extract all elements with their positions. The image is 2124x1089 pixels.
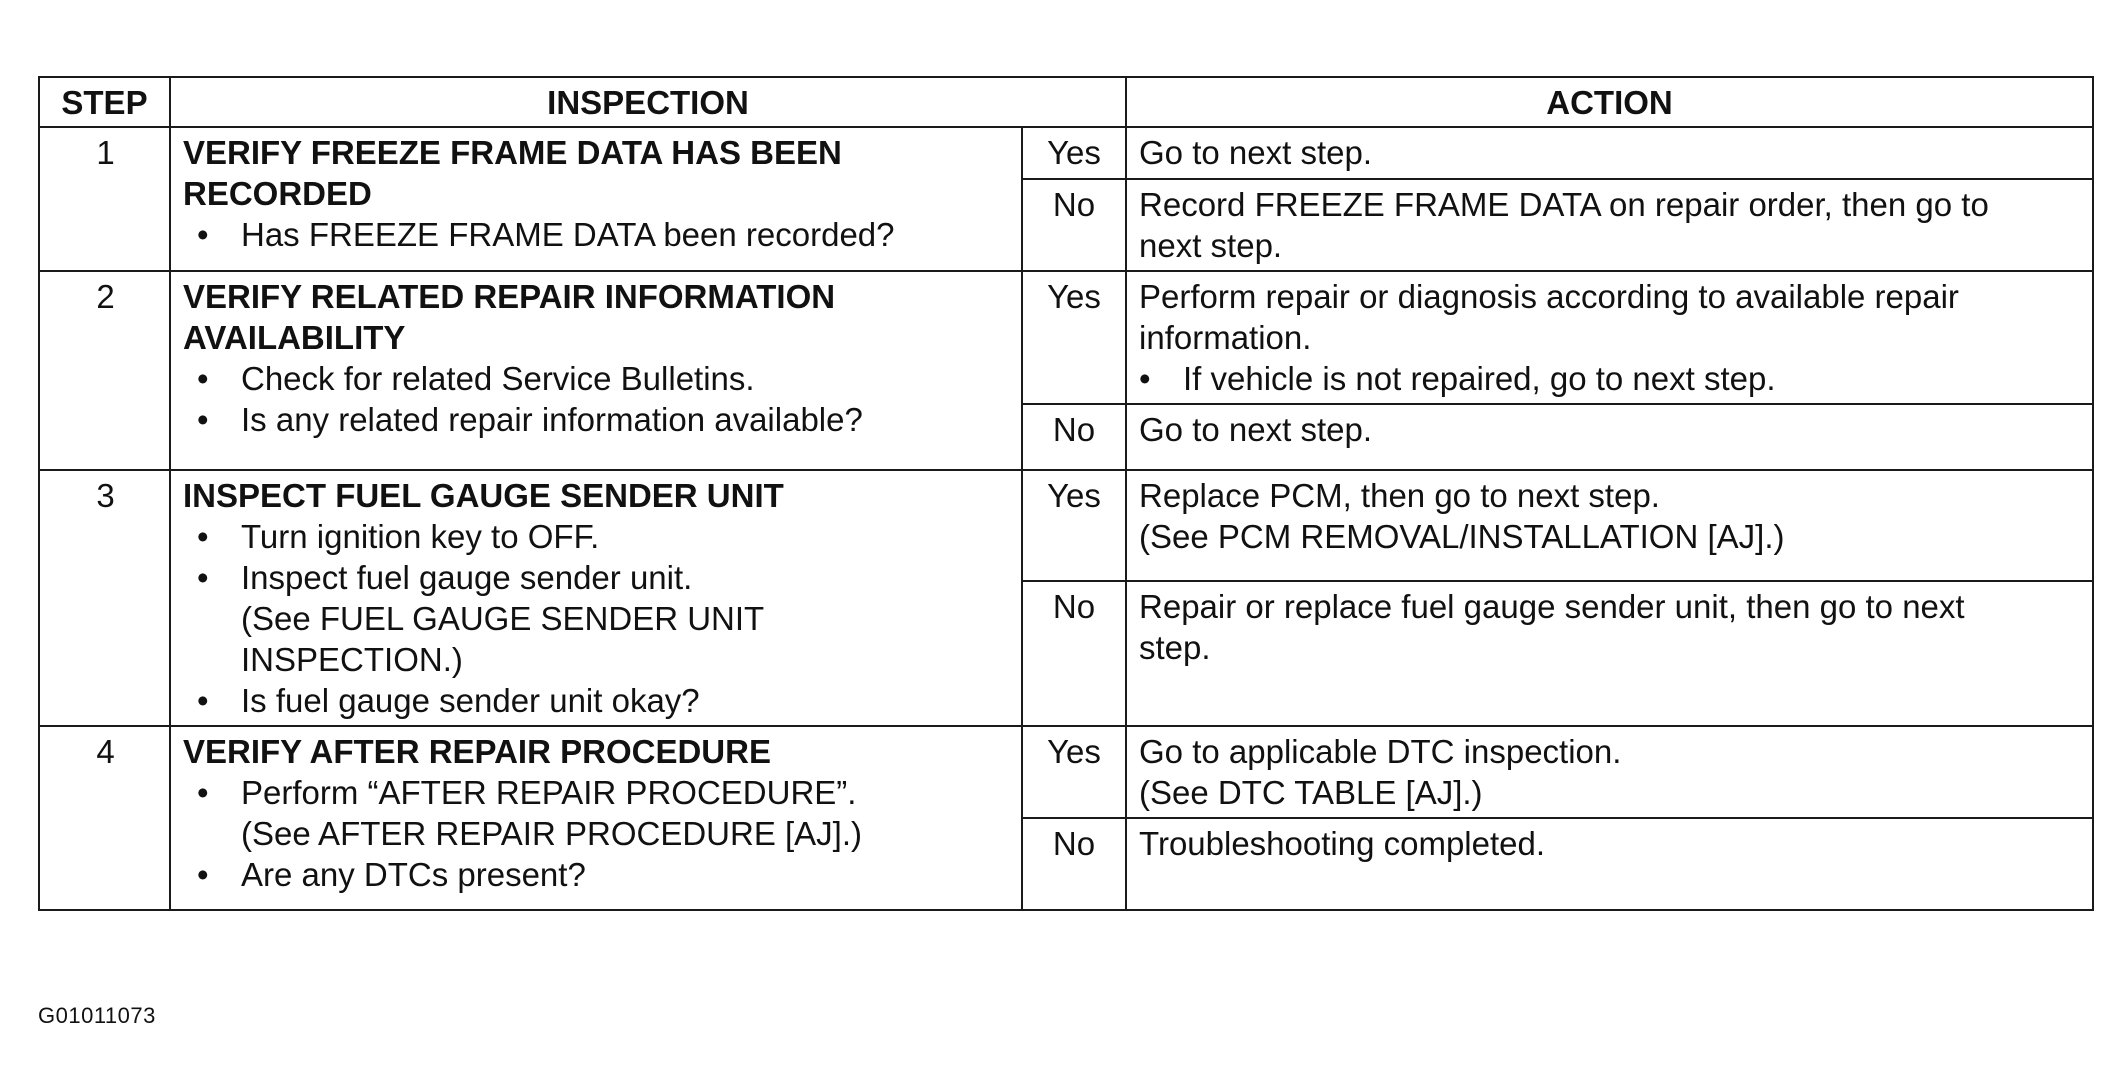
inspection-bullets [183, 772, 1011, 895]
action-line: step. [1139, 629, 1211, 667]
action-bullet: • If vehicle is not repaired, go to next step. [1125, 358, 2082, 399]
inspection-bullets [183, 214, 1011, 255]
inspection-title [183, 731, 1011, 772]
table-header-row [39, 77, 2093, 127]
inspection-bullet-line: • Inspect fuel gauge sender unit. [241, 559, 693, 596]
no-action-cell [1126, 818, 2093, 910]
no-label: No [1022, 404, 1126, 470]
yes-label: Yes [1022, 726, 1126, 818]
no-action-cell [1126, 404, 2093, 470]
inspection-bullet-line: (See AFTER REPAIR PROCEDURE [AJ].) [241, 815, 863, 852]
inspection-title-line: RECORDED [183, 175, 372, 212]
action-line: Troubleshooting completed. [1139, 825, 1546, 862]
inspection-bullets [183, 358, 1011, 440]
inspection-bullet-line: • Perform “AFTER REPAIR PROCEDURE”. [241, 774, 857, 811]
action-line: Record FREEZE FRAME DATA on repair order, then go to [1139, 186, 1989, 223]
inspection-title [183, 132, 1011, 214]
step-number: 3 [39, 470, 170, 726]
inspection-title [183, 475, 1011, 516]
inspection-title [183, 276, 1011, 358]
no-label: No [1022, 581, 1126, 726]
action-bullets [1125, 358, 2082, 399]
no-action-cell [1126, 581, 2093, 726]
table-row [39, 271, 2093, 404]
action-line: Go to next step. [1139, 411, 1372, 448]
action-line: (See DTC TABLE [AJ].) [1139, 774, 1483, 811]
action-line: Replace PCM, then go to next step. [1139, 477, 1660, 514]
inspection-bullet-line: • Are any DTCs present? [241, 856, 586, 893]
inspection-bullet [183, 399, 1011, 440]
table-row [39, 127, 2093, 179]
table-row [39, 470, 2093, 581]
yes-label: Yes [1022, 127, 1126, 179]
inspection-bullets [183, 516, 1011, 721]
action-line: Repair or replace fuel gauge sender unit, then go to next [1139, 588, 1965, 626]
no-label: No [1022, 179, 1126, 271]
step-number: 4 [39, 726, 170, 910]
inspection-bullet-line: • Check for related Service Bulletins. [241, 360, 755, 397]
no-action-cell [1126, 179, 2093, 271]
yes-label: Yes [1022, 470, 1126, 581]
inspection-bullet-line: INSPECTION.) [241, 641, 463, 678]
inspection-bullet-line: (See FUEL GAUGE SENDER UNIT [241, 600, 765, 637]
step-number: 2 [39, 271, 170, 470]
table-row [39, 726, 2093, 818]
inspection-title-line: VERIFY AFTER REPAIR PROCEDURE [183, 733, 771, 770]
inspection-bullet-line: • Is fuel gauge sender unit okay? [241, 682, 700, 719]
action-line: (See PCM REMOVAL/INSTALLATION [AJ].) [1139, 518, 1785, 555]
header-step: STEP [39, 77, 170, 127]
inspection-bullet-line: • Turn ignition key to OFF. [241, 518, 600, 555]
inspection-title-line: AVAILABILITY [183, 319, 406, 356]
inspection-cell [170, 726, 1022, 910]
inspection-bullet [183, 772, 1011, 854]
inspection-bullet [183, 680, 1011, 721]
inspection-cell [170, 271, 1022, 470]
yes-action-cell [1126, 127, 2093, 179]
inspection-cell [170, 127, 1022, 271]
inspection-bullet [183, 214, 1011, 255]
yes-action-cell [1126, 271, 2093, 404]
inspection-cell [170, 470, 1022, 726]
inspection-title-line: VERIFY FREEZE FRAME DATA HAS BEEN [183, 134, 842, 171]
yes-action-cell [1126, 726, 2093, 818]
yes-label: Yes [1022, 271, 1126, 404]
troubleshooting-table [38, 76, 2094, 911]
header-action: ACTION [1126, 77, 2093, 127]
inspection-bullet [183, 358, 1011, 399]
action-line: information. [1139, 319, 1312, 356]
figure-code: G01011073 [38, 1003, 156, 1028]
inspection-bullet [183, 854, 1011, 895]
inspection-bullet [183, 557, 1011, 680]
action-line: Go to next step. [1139, 134, 1372, 171]
inspection-bullet-line: • Is any related repair information available? [241, 401, 863, 438]
no-label: No [1022, 818, 1126, 910]
table-body [39, 127, 2093, 910]
inspection-title-line: VERIFY RELATED REPAIR INFORMATION [183, 278, 836, 315]
inspection-title-line: INSPECT FUEL GAUGE SENDER UNIT [183, 477, 784, 514]
action-line: next step. [1139, 227, 1283, 264]
action-line: Perform repair or diagnosis according to available repair [1139, 278, 1959, 315]
header-inspection: INSPECTION [170, 77, 1126, 127]
inspection-bullet [183, 516, 1011, 557]
step-number: 1 [39, 127, 170, 271]
inspection-bullet-line: • Has FREEZE FRAME DATA been recorded? [241, 216, 895, 253]
action-line: Go to applicable DTC inspection. [1139, 733, 1622, 770]
yes-action-cell [1126, 470, 2093, 581]
